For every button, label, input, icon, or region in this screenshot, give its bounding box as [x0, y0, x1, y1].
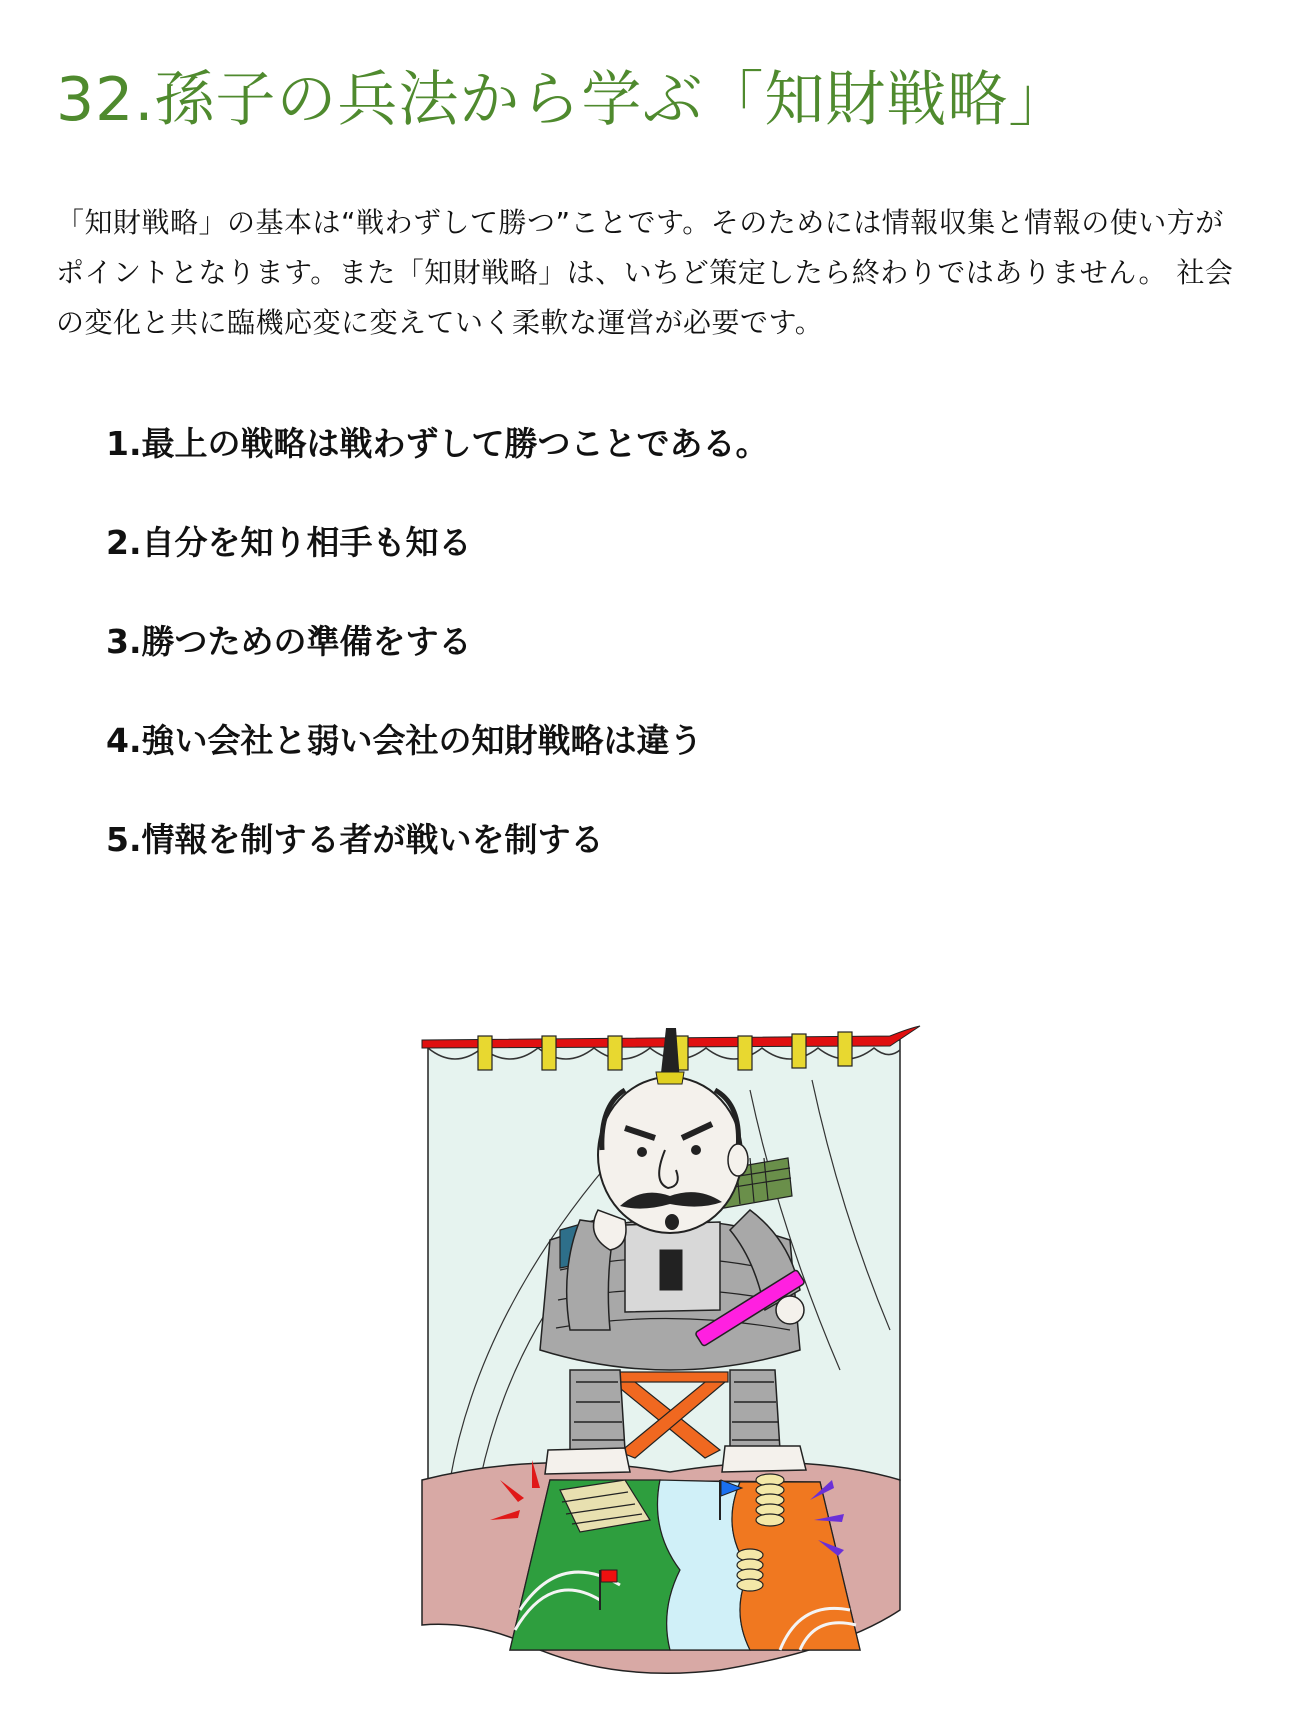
page-title: 32.孫子の兵法から学ぶ「知財戦略」 — [56, 65, 1070, 135]
head — [598, 1077, 742, 1233]
intro-paragraph: 「知財戦略」の基本は“戦わずして勝つ”ことです。そのためには情報収集と情報の使い方がポイントとなります。また「知財戦略」は、いちど策定したら終わりではありません。 社会の変化と共に臨機応変に変えていく柔軟な運営が必要です。 — [56, 206, 1234, 339]
hand — [776, 1296, 804, 1324]
strategy-point: 2.自分を知り相手も知る — [106, 523, 472, 562]
strategy-point: 5.情報を制する者が戦いを制する — [106, 820, 604, 859]
strategy-points-list — [106, 418, 769, 913]
strategy-point: 4.強い会社と弱い会社の知財戦略は違う — [106, 721, 703, 760]
strategy-point: 3.勝つための準備をする — [106, 622, 472, 661]
eye — [637, 1147, 647, 1157]
sword-hilt — [660, 1250, 682, 1290]
strategy-point: 1.最上の戦略は戦わずして勝つことである。 — [106, 424, 769, 463]
eye — [691, 1145, 701, 1155]
samurai-general-illustration — [420, 1010, 950, 1690]
ear — [728, 1144, 748, 1176]
mouth — [665, 1214, 679, 1230]
topknot-tie — [656, 1072, 684, 1084]
